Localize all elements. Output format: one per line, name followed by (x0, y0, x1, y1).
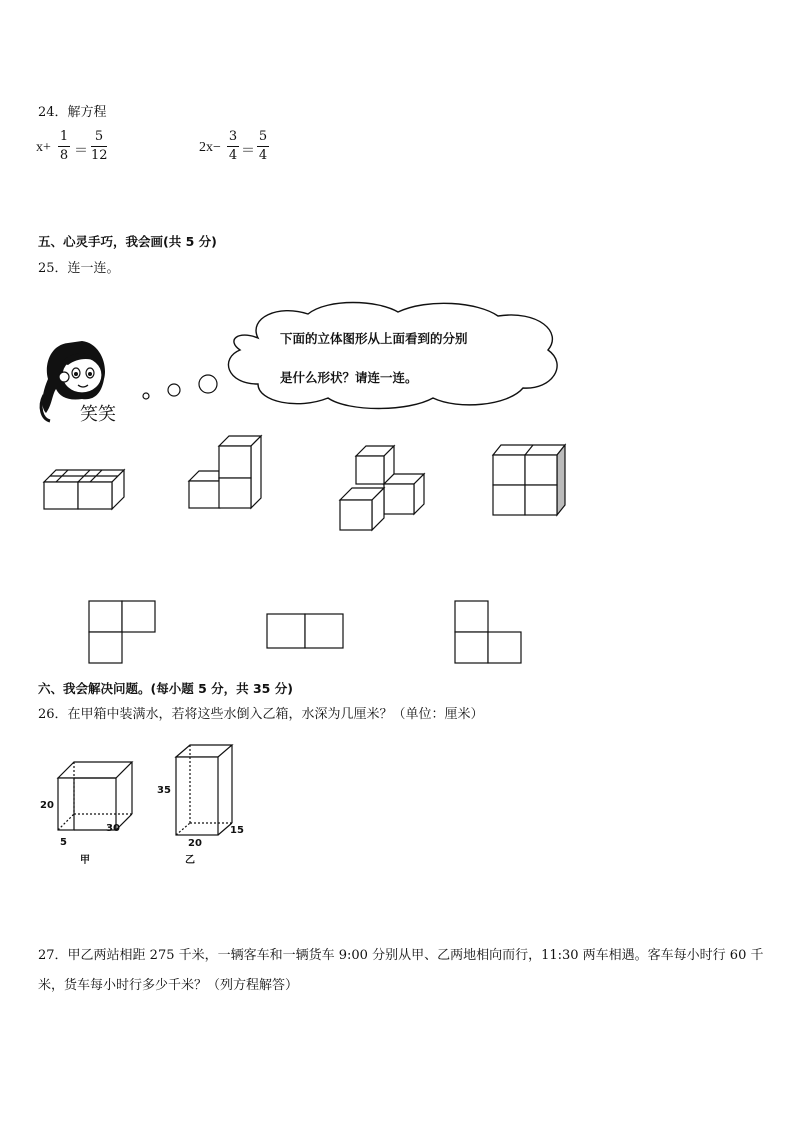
eq1-frac2-den: 12 (91, 148, 108, 163)
box-a-length: 30 (106, 823, 120, 834)
box-b-height: 35 (157, 785, 171, 796)
box-a-diagram (56, 760, 146, 832)
q25-title: 25．连一连。 (38, 261, 120, 276)
eq1-frac1-den: 8 (59, 148, 69, 163)
equation-1 (36, 128, 156, 172)
top-view-shape-1 (88, 600, 158, 664)
bubble-line-1: 下面的立体图形从上面看到的分别 (280, 331, 468, 346)
eq2-frac1-den: 4 (228, 148, 238, 163)
eq1-frac2-num: 5 (94, 129, 104, 144)
eq2-frac1-num: 3 (228, 129, 238, 144)
top-view-shape-3 (454, 600, 524, 664)
q26-title: 26．在甲箱中装满水，若将这些水倒入乙箱，水深为几厘米？（单位：厘米） (38, 707, 484, 722)
box-b-label: 乙 (185, 855, 195, 866)
section-6-heading: 六、我会解决问题。(每小题 5 分，共 35 分) (38, 681, 293, 696)
thought-dots (140, 372, 220, 412)
q27-text: 27．甲乙两站相距 275 千米，一辆客车和一辆货车 9:00 分别从甲、乙两地相向而行，11:30 两车相遇。客车每小时行 60 千米，货车每小时行多少千米？（列方程解答） (38, 948, 764, 993)
eq2-fraction-2 (257, 130, 269, 163)
eq2-lhs: 2x− (199, 140, 221, 155)
eq1-equals: ＝ (74, 144, 88, 159)
box-a-height: 20 (40, 800, 54, 811)
eq2-fraction-1 (227, 130, 239, 163)
box-b-width: 20 (188, 838, 202, 849)
eq1-lhs: x+ (36, 140, 51, 155)
eq1-fraction-2 (91, 130, 107, 163)
eq2-equals: ＝ (241, 144, 255, 159)
box-b-depth: 15 (230, 825, 244, 836)
solid-1-two-cubes (44, 452, 124, 512)
section-5-heading: 五、心灵手巧，我会画(共 5 分) (38, 234, 217, 249)
equation-2 (199, 128, 319, 172)
eq1-fraction-1 (58, 130, 70, 163)
q24-title: 24．解方程 (38, 105, 107, 120)
solid-2-l-shape (189, 436, 269, 516)
thought-cloud (218, 298, 578, 418)
bubble-line-2: 是什么形状？请连一连。 (280, 370, 418, 385)
box-a-label: 甲 (80, 855, 90, 866)
eq2-frac2-den: 4 (258, 148, 268, 163)
girl-name-label: 笑笑 (80, 404, 116, 425)
eq2-frac2-num: 5 (258, 129, 268, 144)
solid-4-four-cubes (493, 445, 573, 517)
box-a-width: 5 (60, 837, 67, 848)
eq1-frac1-num: 1 (59, 129, 69, 144)
top-view-shape-2 (266, 613, 346, 649)
solid-3-stacked (340, 446, 430, 531)
